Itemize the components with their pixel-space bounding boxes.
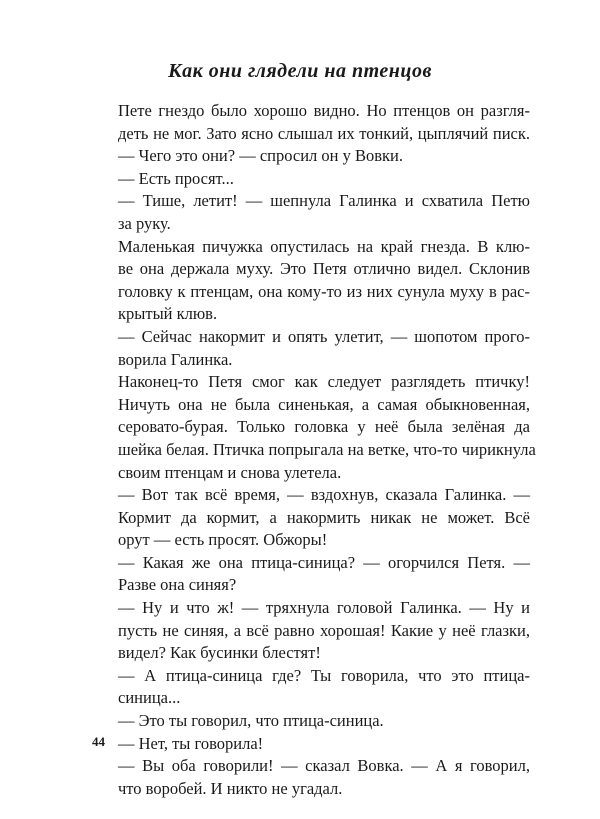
text-line: — Сейчас накормит и опять улетит, — шопотом прого- <box>118 326 530 346</box>
text-line: — Это ты говорил, что птица-синица. <box>118 711 384 731</box>
text-line: Наконец-то Петя смог как следует разглядеть птичку! <box>118 372 530 392</box>
text-line: за руку. <box>118 213 171 233</box>
text-line: ве она держала муху. Это Петя отлично видел. Склонив <box>118 259 530 279</box>
text-line: Разве она синяя? <box>118 575 237 595</box>
chapter-title: Как они глядели на птенцов <box>168 60 432 82</box>
story-text <box>118 100 536 800</box>
text-line: крытый клюв. <box>118 304 218 324</box>
text-line: деть не мог. Зато ясно слышал их тонкий, цыплячий писк. <box>118 123 530 143</box>
text-line: Маленькая пичужка опустилась на край гнезда. В клю- <box>118 236 530 256</box>
text-line: — Вы оба говорили! — сказал Вовка. — А я говорил, <box>118 756 530 776</box>
text-line: головку к птенцам, она кому-то из них сунула муху в рас- <box>118 281 530 301</box>
text-line: Пете гнездо было хорошо видно. Но птенцов он разгля- <box>118 101 530 120</box>
text-line: Кормит да кормит, а накормить никак не может. Всё <box>118 507 530 527</box>
text-line: — Тише, летит! — шепнула Галинка и схватила Петю <box>118 191 530 211</box>
text-line: орут — есть просят. Обжоры! <box>118 530 328 550</box>
text-line: — Какая же она птица-синица? — огорчился Петя. — <box>118 552 530 572</box>
text-line: Ничуть она не была синенькая, а самая обыкновенная, <box>118 394 530 414</box>
text-line: что воробей. И никто не угадал. <box>118 778 343 798</box>
text-line: ворила Галинка. <box>118 349 233 369</box>
page-number: 44 <box>92 734 105 749</box>
text-line: пусть не синяя, а всё равно хорошая! Какие у неё глазки, <box>118 620 530 640</box>
text-line: серовато-бурая. Только головка у неё была зелёная да <box>118 417 530 437</box>
text-line: — Вот так всё время, — вздохнув, сказала Галинка. — <box>118 485 530 505</box>
text-line: — Есть просят... <box>118 168 234 188</box>
text-line: — Чего это они? — спросил он у Вовки. <box>118 146 404 166</box>
text-line: своим птенцам и снова улетела. <box>118 462 342 482</box>
text-line: шейка белая. Птичка попрыгала на ветке, что-то чирикнула <box>118 439 536 459</box>
text-line: — А птица-синица где? Ты говорила, что это птица- <box>118 665 530 685</box>
text-line: видел? Как бусинки блестят! <box>118 643 321 663</box>
text-line: — Ну и что ж! — тряхнула головой Галинка. — Ну и <box>118 598 530 618</box>
text-line: — Нет, ты говорила! <box>118 733 264 753</box>
text-line: синица... <box>118 688 181 708</box>
